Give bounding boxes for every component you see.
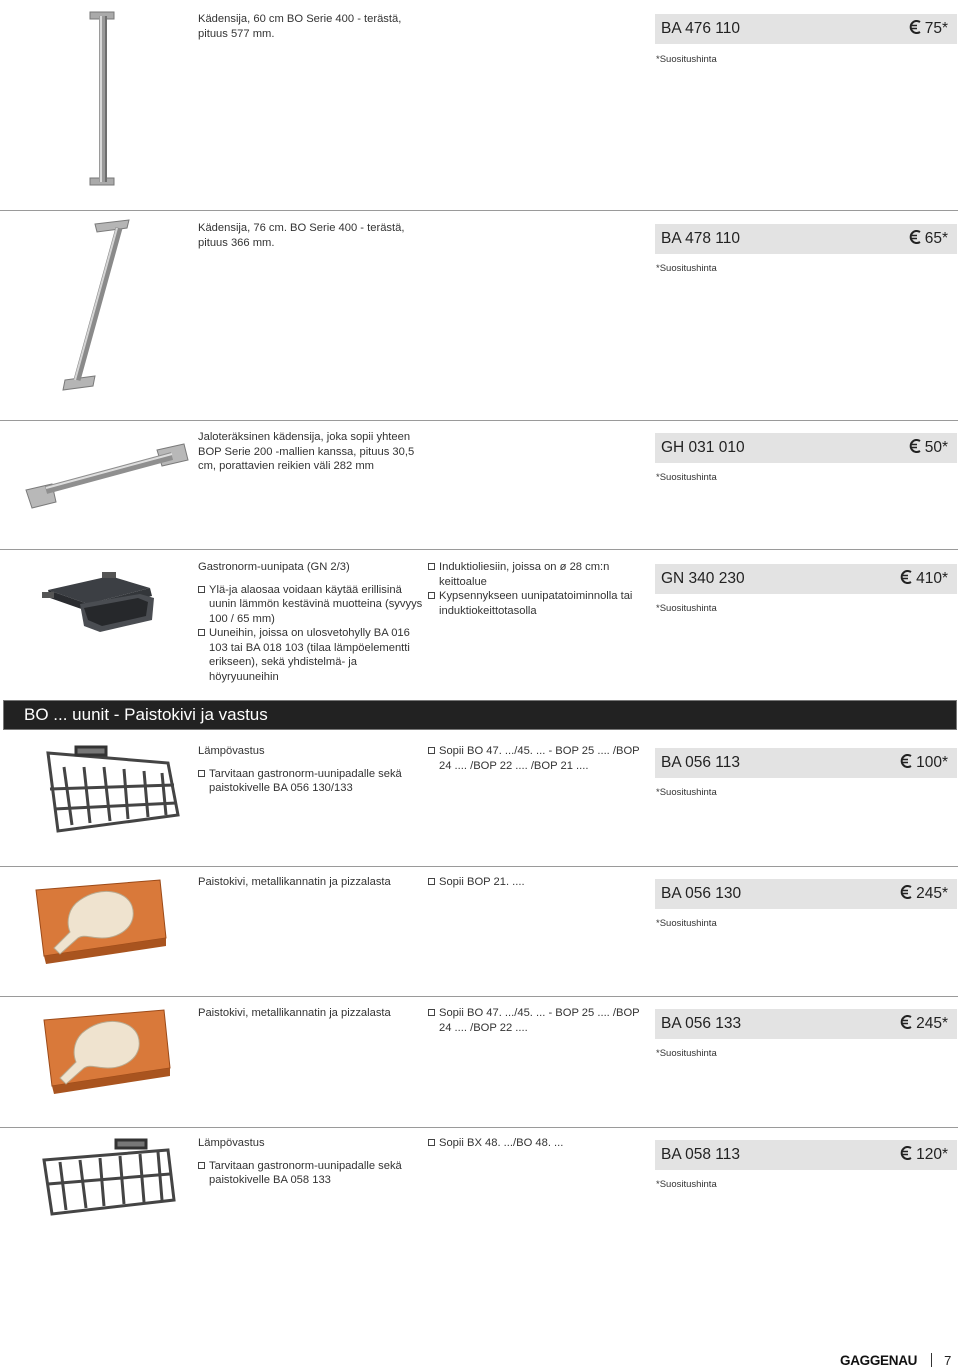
euro-icon (900, 570, 913, 589)
checkbox-square-icon (198, 586, 205, 593)
compat-bullet: Sopii BX 48. .../BO 48. ... (428, 1136, 648, 1151)
product-code: BA 478 110 (661, 230, 741, 247)
product-image-pizza-stone (38, 1006, 173, 1098)
checkbox-square-icon (198, 1162, 205, 1169)
price-value: 245* (916, 1015, 948, 1032)
price (909, 439, 948, 458)
price-value: 410* (916, 570, 948, 587)
price-value: 100* (916, 754, 948, 771)
product-title: Lämpövastus (198, 1137, 265, 1149)
price-note: *Suositushinta (656, 472, 717, 483)
compatibility-list (428, 1006, 648, 1035)
product-description (198, 1006, 423, 1021)
divider (0, 549, 958, 550)
feature-bullet: Tarvitaan gastronorm-uunipadalle sekä paistokivelle BA 056 130/133 (198, 767, 423, 796)
product-title: Jaloteräksinen kädensija, joka sopii yhteen BOP Serie 200 -mallien kanssa, pituus 30,5 cm, porattavien reikien väli 282 mm (198, 431, 415, 472)
checkbox-square-icon (198, 629, 205, 636)
euro-icon (909, 20, 922, 39)
product-description (198, 221, 423, 250)
compat-bullet: Kypsennykseen uunipatatoiminnolla tai induktiokeittotasolla (428, 589, 648, 618)
compatibility-list (428, 560, 648, 618)
product-title: Kädensija, 76 cm. BO Serie 400 - terästä, pituus 366 mm. (198, 222, 405, 249)
feature-bullet: Uuneihin, joissa on ulosvetohylly BA 016 103 tai BA 018 103 (tilaa lämpöelementti erikseen), sekä yhdistelmä- ja höyryuuneihin (198, 626, 423, 684)
price-note: *Suositushinta (656, 603, 717, 614)
price-box (655, 224, 957, 254)
price (900, 1146, 948, 1165)
price (900, 1015, 948, 1034)
footer-divider (931, 1353, 932, 1367)
price-note: *Suositushinta (656, 1048, 717, 1059)
product-description (198, 875, 423, 890)
price (900, 885, 948, 904)
compat-bullet: Sopii BO 47. .../45. ... - BOP 25 .... /BOP 24 .... /BOP 22 .... (428, 1006, 648, 1035)
product-image-heating-element (28, 745, 188, 837)
product-description (198, 12, 423, 41)
price-value: 245* (916, 885, 948, 902)
product-code: BA 056 130 (661, 885, 742, 902)
price (909, 20, 948, 39)
compatibility-list (428, 875, 648, 890)
divider (0, 420, 958, 421)
price-value: 65* (924, 230, 948, 247)
product-image-pizza-stone (30, 876, 170, 968)
euro-icon (900, 754, 913, 773)
checkbox-square-icon (428, 592, 435, 599)
checkbox-square-icon (428, 1009, 435, 1016)
divider (0, 1127, 958, 1128)
price-note: *Suositushinta (656, 1179, 717, 1190)
product-code: BA 476 110 (661, 20, 741, 37)
compat-bullet: Sopii BOP 21. .... (428, 875, 648, 890)
section-title: BO ... uunit - Paistokivi ja vastus (3, 700, 957, 730)
price (900, 754, 948, 773)
compatibility-list (428, 744, 648, 773)
price (900, 570, 948, 589)
page-number: 7 (944, 1352, 952, 1368)
checkbox-square-icon (198, 770, 205, 777)
product-image-handle-76cm (55, 218, 140, 398)
product-description (198, 744, 423, 796)
product-title: Gastronorm-uunipata (GN 2/3) (198, 561, 350, 573)
compat-bullet: Induktioliesiin, joissa on ø 28 cm:n keittoalue (428, 560, 648, 589)
price-value: 75* (924, 20, 948, 37)
divider (0, 866, 958, 867)
price-box (655, 433, 957, 463)
price (909, 230, 948, 249)
product-image-heating-element (30, 1138, 180, 1222)
product-code: BA 056 113 (661, 754, 741, 771)
price-box (655, 748, 957, 778)
checkbox-square-icon (428, 1139, 435, 1146)
price-box (655, 1009, 957, 1039)
euro-icon (900, 1015, 913, 1034)
page-footer (840, 1350, 951, 1370)
price-note: *Suositushinta (656, 54, 717, 65)
divider (0, 996, 958, 997)
price-value: 120* (916, 1146, 948, 1163)
euro-icon (900, 885, 913, 904)
checkbox-square-icon (428, 563, 435, 570)
product-image-roaster (40, 568, 160, 636)
price-box (655, 879, 957, 909)
product-description (198, 1136, 423, 1188)
euro-icon (909, 439, 922, 458)
product-code: BA 056 133 (661, 1015, 742, 1032)
product-code: GH 031 010 (661, 439, 745, 456)
price-box (655, 564, 957, 594)
product-image-handle-60cm (85, 10, 125, 188)
price-box (655, 1140, 957, 1170)
euro-icon (909, 230, 922, 249)
product-title: Paistokivi, metallikannatin ja pizzalasta (198, 876, 391, 888)
product-image-handle-bop (22, 440, 192, 512)
checkbox-square-icon (428, 878, 435, 885)
price-box (655, 14, 957, 44)
feature-bullet: Tarvitaan gastronorm-uunipadalle sekä paistokivelle BA 058 133 (198, 1159, 423, 1188)
feature-bullet: Ylä-ja alaosaa voidaan käytää erillisinä uunin lämmön kestävinä muotteina (syvyys 100 / 65 mm) (198, 583, 423, 627)
product-title: Paistokivi, metallikannatin ja pizzalasta (198, 1007, 391, 1019)
product-code: GN 340 230 (661, 570, 745, 587)
divider (0, 210, 958, 211)
euro-icon (900, 1146, 913, 1165)
compatibility-list (428, 1136, 648, 1151)
compat-bullet: Sopii BO 47. .../45. ... - BOP 25 .... /BOP 24 .... /BOP 22 .... /BOP 21 .... (428, 744, 648, 773)
price-note: *Suositushinta (656, 263, 717, 274)
product-description (198, 430, 423, 474)
product-title: Kädensija, 60 cm BO Serie 400 - terästä, pituus 577 mm. (198, 13, 402, 40)
product-description (198, 560, 423, 684)
price-note: *Suositushinta (656, 918, 717, 929)
product-code: BA 058 113 (661, 1146, 741, 1163)
price-value: 50* (924, 439, 948, 456)
brand-logo: GAGGENAU (840, 1352, 918, 1368)
product-title: Lämpövastus (198, 745, 265, 757)
price-note: *Suositushinta (656, 787, 717, 798)
checkbox-square-icon (428, 747, 435, 754)
